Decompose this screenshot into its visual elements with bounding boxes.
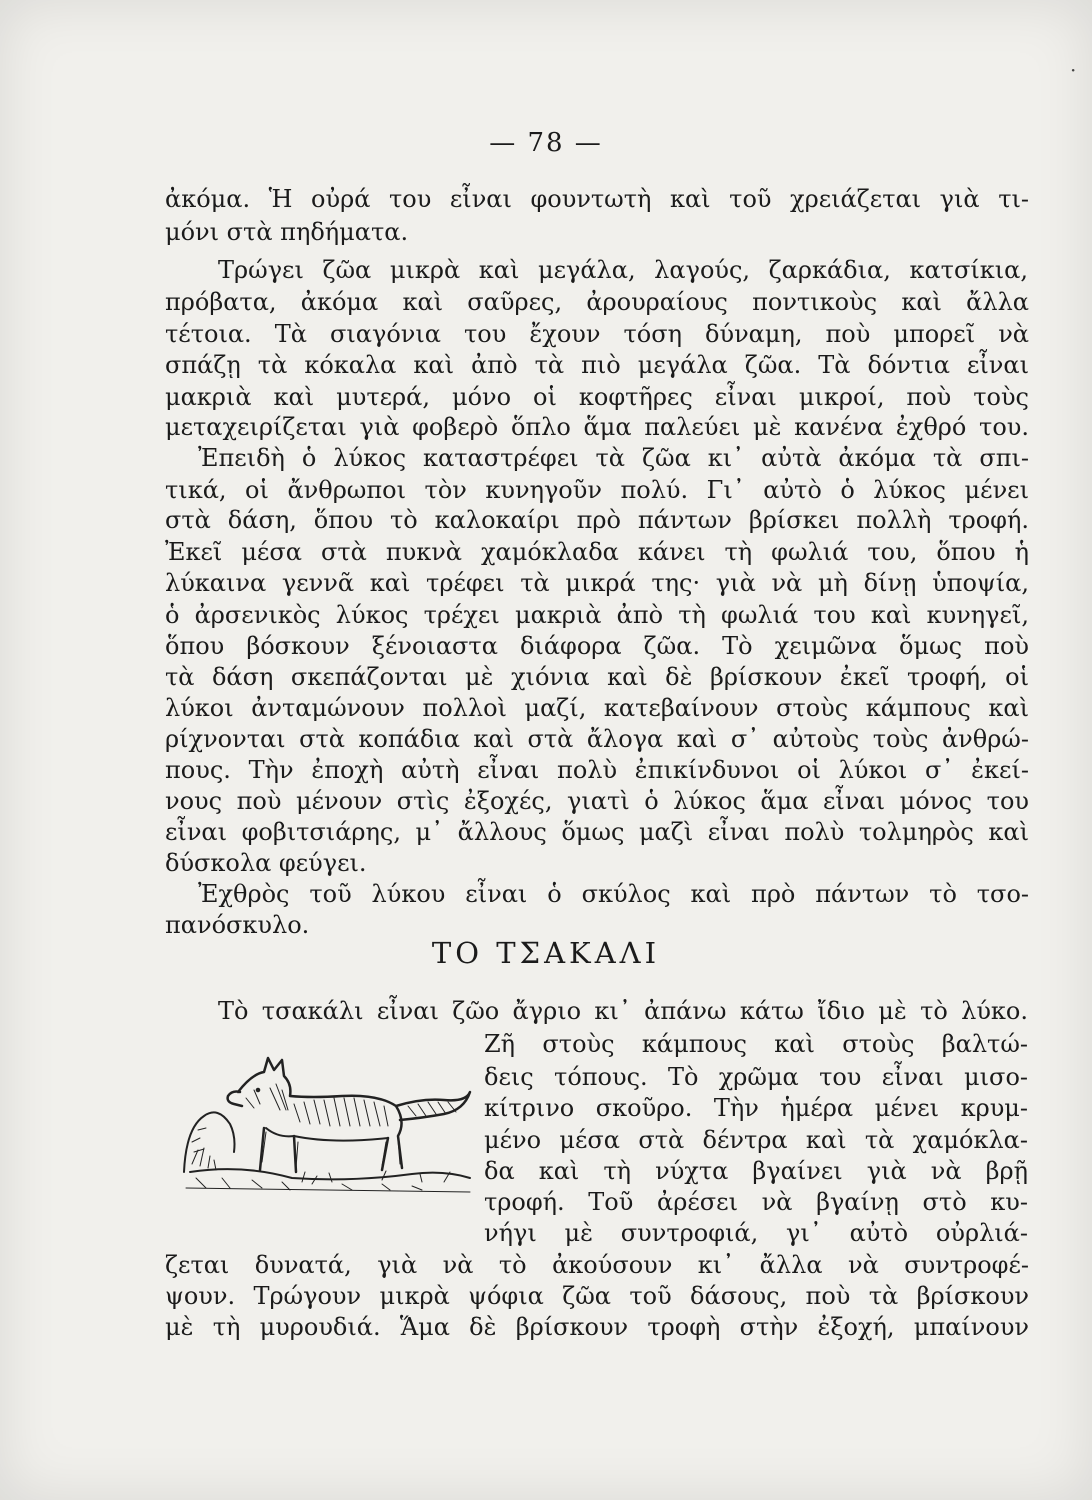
text-line: πους. Τὴν ἐποχὴ αὐτὴ εἶναι πολὺ ἐπικίνδυνοι οἱ λύκοι σ᾿ ἐκεί- bbox=[165, 756, 1029, 784]
text-line: μένο μέσα στὰ δέντρα καὶ τὰ χαμόκλα- bbox=[484, 1126, 1028, 1154]
margin-speck: · bbox=[1070, 58, 1077, 82]
text-line: νους ποὺ μένουν στὶς ἐξοχές, γιατὶ ὁ λύκος ἅμα εἶναι μόνος του bbox=[165, 787, 1029, 815]
text-line: Ἐκεῖ μέσα στὰ πυκνὰ χαμόκλαδα κάνει τὴ φωλιά του, ὅπου ἡ bbox=[165, 538, 1029, 566]
text-line: Ἐχθρὸς τοῦ λύκου εἶναι ὁ σκύλος καὶ πρὸ πάντων τὸ τσο- bbox=[198, 880, 1029, 908]
text-line: σπάζῃ τὰ κόκαλα καὶ ἀπὸ τὰ πιὸ μεγάλα ζῶα. Τὰ δόντια εἶναι bbox=[165, 351, 1029, 379]
text-line: ψουν. Τρώγουν μικρὰ ψόφια ζῶα τοῦ δάσους, ποὺ τὰ βρίσκουν bbox=[165, 1282, 1029, 1310]
text-line: μεταχειρίζεται γιὰ φοβερὸ ὅπλο ἅμα παλεύει μὲ κανένα ἐχθρό του. bbox=[165, 413, 1029, 441]
text-line: δα καὶ τὴ νύχτα βγαίνει γιὰ νὰ βρῇ bbox=[484, 1157, 1028, 1185]
text-line: ὅπου βόσκουν ξένοιαστα διάφορα ζῶα. Τὸ χειμῶνα ὅμως ποὺ bbox=[165, 632, 1029, 660]
text-line: πρόβατα, ἀκόμα καὶ σαῦρες, ἀρουραίους ποντικοὺς καὶ ἄλλα bbox=[165, 288, 1029, 316]
text-line: κίτρινο σκοῦρο. Τὴν ἡμέρα μένει κρυμ- bbox=[484, 1094, 1028, 1122]
text-line: Ζῆ στοὺς κάμπους καὶ στοὺς βαλτώ- bbox=[484, 1030, 1028, 1058]
text-line: Ἐπειδὴ ὁ λύκος καταστρέφει τὰ ζῶα κι᾿ αὐτὰ ἀκόμα τὰ σπι- bbox=[198, 444, 1029, 472]
text-line: ζεται δυνατά, γιὰ νὰ τὸ ἀκούσουν κι᾿ ἄλλα νὰ συντροφέ- bbox=[165, 1251, 1029, 1279]
jackal-illustration bbox=[182, 1032, 474, 1204]
text-line: στὰ δάση, ὅπου τὸ καλοκαίρι πρὸ πάντων βρίσκει πολλὴ τροφή. bbox=[165, 506, 1029, 534]
text-line: τέτοια. Τὰ σιαγόνια του ἔχουν τόση δύναμη, ποὺ μπορεῖ νὰ bbox=[165, 320, 1029, 348]
text-line: λύκαινα γεννᾶ καὶ τρέφει τὰ μικρά της· γιὰ νὰ μὴ δίνῃ ὑποψία, bbox=[165, 569, 1029, 597]
text-line: δεις τόπους. Τὸ χρῶμα του εἶναι μισο- bbox=[484, 1063, 1028, 1091]
page-number: — 78 — bbox=[489, 128, 603, 158]
text-line: ὁ ἀρσενικὸς λύκος τρέχει μακριὰ ἀπὸ τὴ φωλιά του καὶ κυνηγεῖ, bbox=[165, 601, 1029, 629]
text-line: νήγι μὲ συντροφιά, γι᾿ αὐτὸ οὐρλιά- bbox=[484, 1219, 1028, 1247]
text-line: μακριὰ καὶ μυτερά, μόνο οἱ κοφτῆρες εἶναι μικροί, ποὺ τοὺς bbox=[165, 383, 1029, 411]
text-line: μὲ τὴ μυρουδιά. Ἅμα δὲ βρίσκουν τροφὴ στὴν ἐξοχή, μπαίνουν bbox=[165, 1313, 1029, 1341]
text-line: ἀκόμα. Ἡ οὐρά του εἶναι φουντωτὴ καὶ τοῦ χρειάζεται γιὰ τι- bbox=[165, 185, 1029, 213]
text-line: λύκοι ἀνταμώνουν πολλοὶ μαζί, κατεβαίνουν στοὺς κάμπους καὶ bbox=[165, 694, 1029, 722]
text-line: ρίχνονται στὰ κοπάδια καὶ στὰ ἄλογα καὶ σ᾿ αὐτοὺς τοὺς ἀνθρώ- bbox=[165, 725, 1029, 753]
text-line: μόνι στὰ πηδήματα. bbox=[165, 218, 409, 246]
text-line: Τρώγει ζῶα μικρὰ καὶ μεγάλα, λαγούς, ζαρκάδια, κατσίκια, bbox=[218, 256, 1028, 284]
text-line: τροφή. Τοῦ ἀρέσει νὰ βγαίνῃ στὸ κυ- bbox=[484, 1188, 1028, 1216]
jackal-tail bbox=[396, 1092, 470, 1120]
jackal-eye bbox=[256, 1088, 260, 1092]
section-heading: ΤΟ ΤΣΑΚΑΛΙ bbox=[431, 936, 661, 970]
text-line: τικά, οἱ ἄνθρωποι τὸν κυνηγοῦν πολύ. Γι᾿ αὐτὸ ὁ λύκος μένει bbox=[165, 476, 1029, 504]
jackal-body bbox=[228, 1058, 402, 1172]
text-line: τὰ δάση σκεπάζονται μὲ χιόνια καὶ δὲ βρίσκουν ἐκεῖ τροφή, οἱ bbox=[165, 663, 1029, 691]
text-line: Τὸ τσακάλι εἶναι ζῶο ἄγριο κι᾿ ἀπάνω κάτω ἴδιο μὲ τὸ λύκο. bbox=[218, 997, 1028, 1025]
ground-line bbox=[190, 1169, 470, 1179]
text-line: εἶναι φοβιτσιάρης, μ᾿ ἄλλους ὅμως μαζὶ εἶναι πολὺ τολμηρὸς καὶ bbox=[165, 818, 1029, 846]
text-line: πανόσκυλο. bbox=[165, 911, 310, 939]
text-line: δύσκολα φεύγει. bbox=[165, 849, 367, 877]
